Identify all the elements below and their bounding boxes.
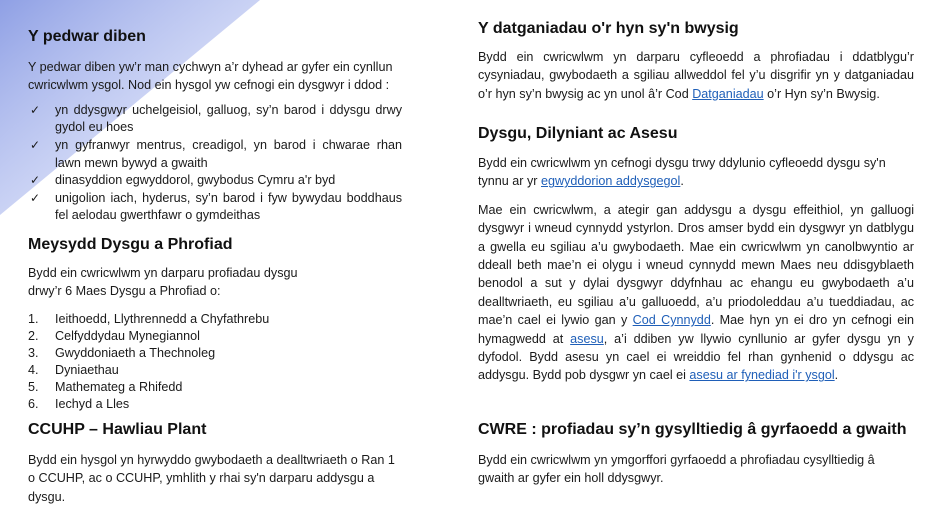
rights-section bbox=[28, 421, 404, 506]
areas-list bbox=[28, 311, 402, 413]
statements-text: Bydd ein cwricwlwm yn darparu cyfleoedd a phrofiadau i ddatblygu’r cysyniadau, gwybodaeth a sgiliau allweddol fel y’u disgrifir yn y datganiadau o’r hyn sy’n bwysig ac yn unol â’r Cod Datganiadau o’r Hyn sy’n Bwysig. bbox=[478, 50, 914, 101]
learning-paragraph-2: Mae ein cwricwlwm, a ategir gan addysgu a dysgu effeithiol, yn galluogi dysgwyr i wneud cynnydd ystyrlon. Dros amser bydd ein dysgwyr yn datblygu a gwella eu sgiliau a’u gwybodaeth. Mae ein cwricwlwm yn canolbwyntio ar ddeall beth mae’n ei olygu i wneud cynnydd mewn Maes neu ddisgyblaeth benodol a sut y dylai dysgwyr ddyfnhau ac ehangu eu gwybodaeth a’u dealltwriaeth, eu sgiliau a’u galluoedd, a’u priodoleddau a’u tueddiadau, ac mae’n cael ei lywio gan y Cod Cynnydd. Mae hyn yn ei dro yn cefnogi ein hymagwedd at asesu, a’i ddiben yw llywio cynllunio ar gyfer dysgu yn y dyfodol. Bydd asesu yn cael ei wreiddio fel rhan gynhenid o ddysgu ac addysgu. Bydd pob dysgwr yn cael ei asesu ar fynediad i'r ysgol. bbox=[478, 202, 915, 383]
list-item: ✓ yn ddysgwyr uchelgeisiol, galluog, sy’n barod i ddysgu drwy gydol eu hoes bbox=[30, 102, 402, 135]
cwre-text: Bydd ein cwricwlwm yn ymgorffori gyrfaoedd a phrofiadau cysylltiedig â gwaith ar gyfer ein holl ddysgwyr. bbox=[478, 453, 875, 486]
list-item: 6. Iechyd a Lles bbox=[28, 396, 130, 411]
cwre-section bbox=[478, 421, 914, 488]
pedagogical-principles-link[interactable]: egwyddorion addysgegol bbox=[541, 174, 681, 189]
statements-title: Y datganiadau o'r hyn sy'n bwysig bbox=[478, 20, 739, 37]
list-item: 1. Ieithoedd, Llythrennedd a Chyfathrebu bbox=[28, 311, 270, 326]
rights-title: CCUHP – Hawliau Plant bbox=[28, 421, 207, 438]
purposes-section bbox=[28, 28, 402, 225]
check-icon: ✓ bbox=[30, 173, 41, 188]
list-item: 4. Dyniaethau bbox=[28, 362, 119, 377]
entry-assessment-link[interactable]: asesu ar fynediad i'r ysgol bbox=[689, 368, 835, 383]
statements-link[interactable]: Datganiadau bbox=[692, 86, 764, 101]
areas-title: Meysydd Dysgu a Phrofiad bbox=[28, 236, 233, 253]
purposes-list bbox=[28, 102, 402, 225]
list-item: ✓ dinasyddion egwyddorol, gwybodus Cymru a'r byd bbox=[28, 172, 402, 190]
list-item: 3. Gwyddoniaeth a Thechnoleg bbox=[28, 345, 216, 360]
areas-section bbox=[28, 236, 402, 413]
list-item: 5. Mathemateg a Rhifedd bbox=[28, 379, 183, 394]
cwre-title: CWRE : profiadau sy’n gysylltiedig â gyrfaoedd a gwaith bbox=[478, 421, 907, 438]
learning-section bbox=[478, 125, 914, 385]
assessment-link[interactable]: asesu bbox=[570, 331, 604, 346]
check-icon: ✓ bbox=[30, 190, 41, 205]
list-item: ✓ unigolion iach, hyderus, sy’n barod i fyw bywydau boddhaus fel aelodau gwerthfawr o gymdeithas bbox=[30, 190, 402, 223]
statements-section bbox=[478, 20, 914, 103]
list-item: ✓ yn gyfranwyr mentrus, creadigol, yn barod i chwarae rhan lawn mewn bywyd a gwaith bbox=[30, 138, 402, 170]
purposes-intro: Y pedwar diben yw’r man cychwyn a’r dyhead ar gyfer ein cynllun cwricwlwm ysgol. Nod ein hysgol yw cefnogi ein dysgwyr i ddod : bbox=[28, 60, 393, 93]
purposes-title: Y pedwar diben bbox=[28, 28, 146, 45]
progression-code-link[interactable]: Cod Cynnydd bbox=[632, 313, 711, 328]
rights-text: Bydd ein hysgol yn hyrwyddo gwybodaeth a dealltwriaeth o Ran 1 o CCUHP, ac o CCUHP, ymhlith y rhai sy'n darparu addysgu a dysgu. bbox=[28, 453, 395, 504]
check-icon: ✓ bbox=[30, 138, 41, 152]
list-item: 2. Celfyddydau Mynegiannol bbox=[28, 328, 200, 343]
check-icon: ✓ bbox=[30, 102, 41, 117]
areas-intro: Bydd ein cwricwlwm yn darparu profiadau dysgu drwy’r 6 Maes Dysgu a Phrofiad o: bbox=[28, 266, 298, 299]
learning-paragraph-1: Bydd ein cwricwlwm yn cefnogi dysgu trwy ddylunio cyfleoedd dysgu sy'n tynnu ar yr egwyddorion addysgegol. bbox=[478, 156, 886, 189]
learning-title: Dysgu, Dilyniant ac Asesu bbox=[478, 125, 678, 142]
